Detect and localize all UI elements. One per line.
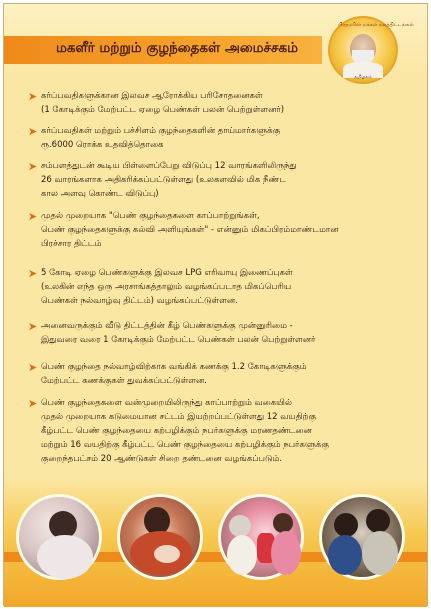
scheme-text-line: (உலகின் எந்த ஒரு அரசாங்கத்தாலும் வழங்கப்படாத மிகப்பெரிய	[41, 282, 292, 292]
scheme-text-line: பெண் குழந்தை நல்வாழ்விற்காக வங்கிக் கணக்கு 1.2 கோடிகளுக்கும்	[41, 362, 307, 372]
arrow-bullet-icon: ➤	[28, 160, 38, 173]
lpg-connection-photo	[218, 494, 304, 580]
scheme-text-line: சம்பளத்துடன் கூடிய பிள்ளைப்பேறு விடுப்பு 12 வாரங்களிலிருந்து	[41, 161, 297, 171]
emblem-text: பிரதமரின் மக்கள் நலத்திட்டங்கள்	[338, 22, 414, 28]
scheme-text-line: கர்ப்பவதிகள் மற்றும் பச்சிளம் குழந்தைகளின் தாய்மார்களுக்கு	[41, 126, 281, 136]
scheme-text-line: பெண்கள் நல்வாழ்வு திட்டம்) வழங்கப்பட்டுள்ளன.	[41, 296, 238, 306]
scheme-text-line: பிரச்சார திட்டம்	[41, 239, 102, 249]
scheme-text-line: பெண் குழந்தைகளுக்கு கல்வி அளியுங்கள்" - என்னும் மிகப்பிரம்மாண்டமான	[41, 225, 339, 235]
arrow-bullet-icon: ➤	[28, 397, 38, 410]
scheme-text-line: கால அளவு கொண்ட விடுப்பு)	[41, 189, 159, 199]
scheme-text-line: பெண் குழந்தைகளை வன்முறையிலிருந்து காப்பாற்றும் வகையில்	[41, 398, 292, 408]
emblem-subtext: தமிழகம்	[354, 75, 372, 80]
girl-students-photo	[319, 494, 405, 580]
scheme-text-line: ரூ.6000 ரொக்க உதவித்தொகை	[41, 140, 164, 150]
pregnant-woman-photo	[16, 494, 102, 580]
scheme-text-line: மற்றும் 16 வயதிற்கு கீழ்பட்ட பெண் குழந்தையை கற்பழிக்கும் நபர்களுக்கு	[41, 440, 329, 450]
scheme-text-line: மேற்பட்ட கணக்குகள் துவக்கப்பட்டுள்ளன.	[41, 376, 207, 386]
scheme-text-line: முதல் முறையாக "பெண் குழந்தைகளை காப்பாற்றுங்கள்,	[41, 211, 260, 221]
scheme-text-line: குறைந்தபட்சம் 20 ஆண்டுகள் சிறை தண்டனை வழங்கப்படும்.	[41, 454, 283, 464]
scheme-text-line: 5 கோடி ஏழை பெண்களுக்கு இலவச LPG எரிவாயு இணைப்புகள்	[41, 268, 293, 278]
mother-with-baby-photo	[117, 494, 203, 580]
arrow-bullet-icon: ➤	[28, 210, 38, 223]
scheme-text-line: அனைவருக்கும் வீடு திட்டத்தின் கீழ் பெண்களுக்கு முன்னுரிமை -	[41, 321, 293, 331]
poster	[3, 3, 428, 606]
arrow-bullet-icon: ➤	[28, 125, 38, 138]
scheme-text-line: கீழ்பட்ட பெண் குழந்தையை கற்பழிக்கும் நபர்களுக்கு மரணதண்டனை	[41, 426, 312, 436]
scheme-text-line: 26 வாரங்களாக அதிகரிக்கப்பட்டுள்ளது (உலகளவில் மிக நீண்ட	[41, 175, 287, 185]
arrow-bullet-icon: ➤	[28, 90, 38, 103]
arrow-bullet-icon: ➤	[28, 267, 38, 280]
page-title: மகளீர் மற்றும் குழந்தைகள் அமைச்சகம்	[56, 40, 298, 56]
scheme-text-line: இதுவரை வரை 1 கோடிக்கும் மேற்பட்ட பெண்கள் பலன் பெற்றுள்ளனர்	[41, 335, 316, 345]
arrow-bullet-icon: ➤	[28, 320, 38, 333]
scheme-text-line: முதல் முறையாக கடுமையான சட்டம் இயற்றப்பட்டுள்ளது 12 வயதிற்கு	[41, 412, 316, 422]
scheme-text-line: (1 கோடிக்கும் மேற்பட்ட ஏழை பெண்கள் பலன் பெற்றுள்ளனர்)	[41, 105, 285, 115]
scheme-text-line: கர்ப்பவதிகளுக்கான இலவச ஆரோக்கிய பரிசோதனைகள்	[41, 91, 263, 101]
arrow-bullet-icon: ➤	[28, 361, 38, 374]
